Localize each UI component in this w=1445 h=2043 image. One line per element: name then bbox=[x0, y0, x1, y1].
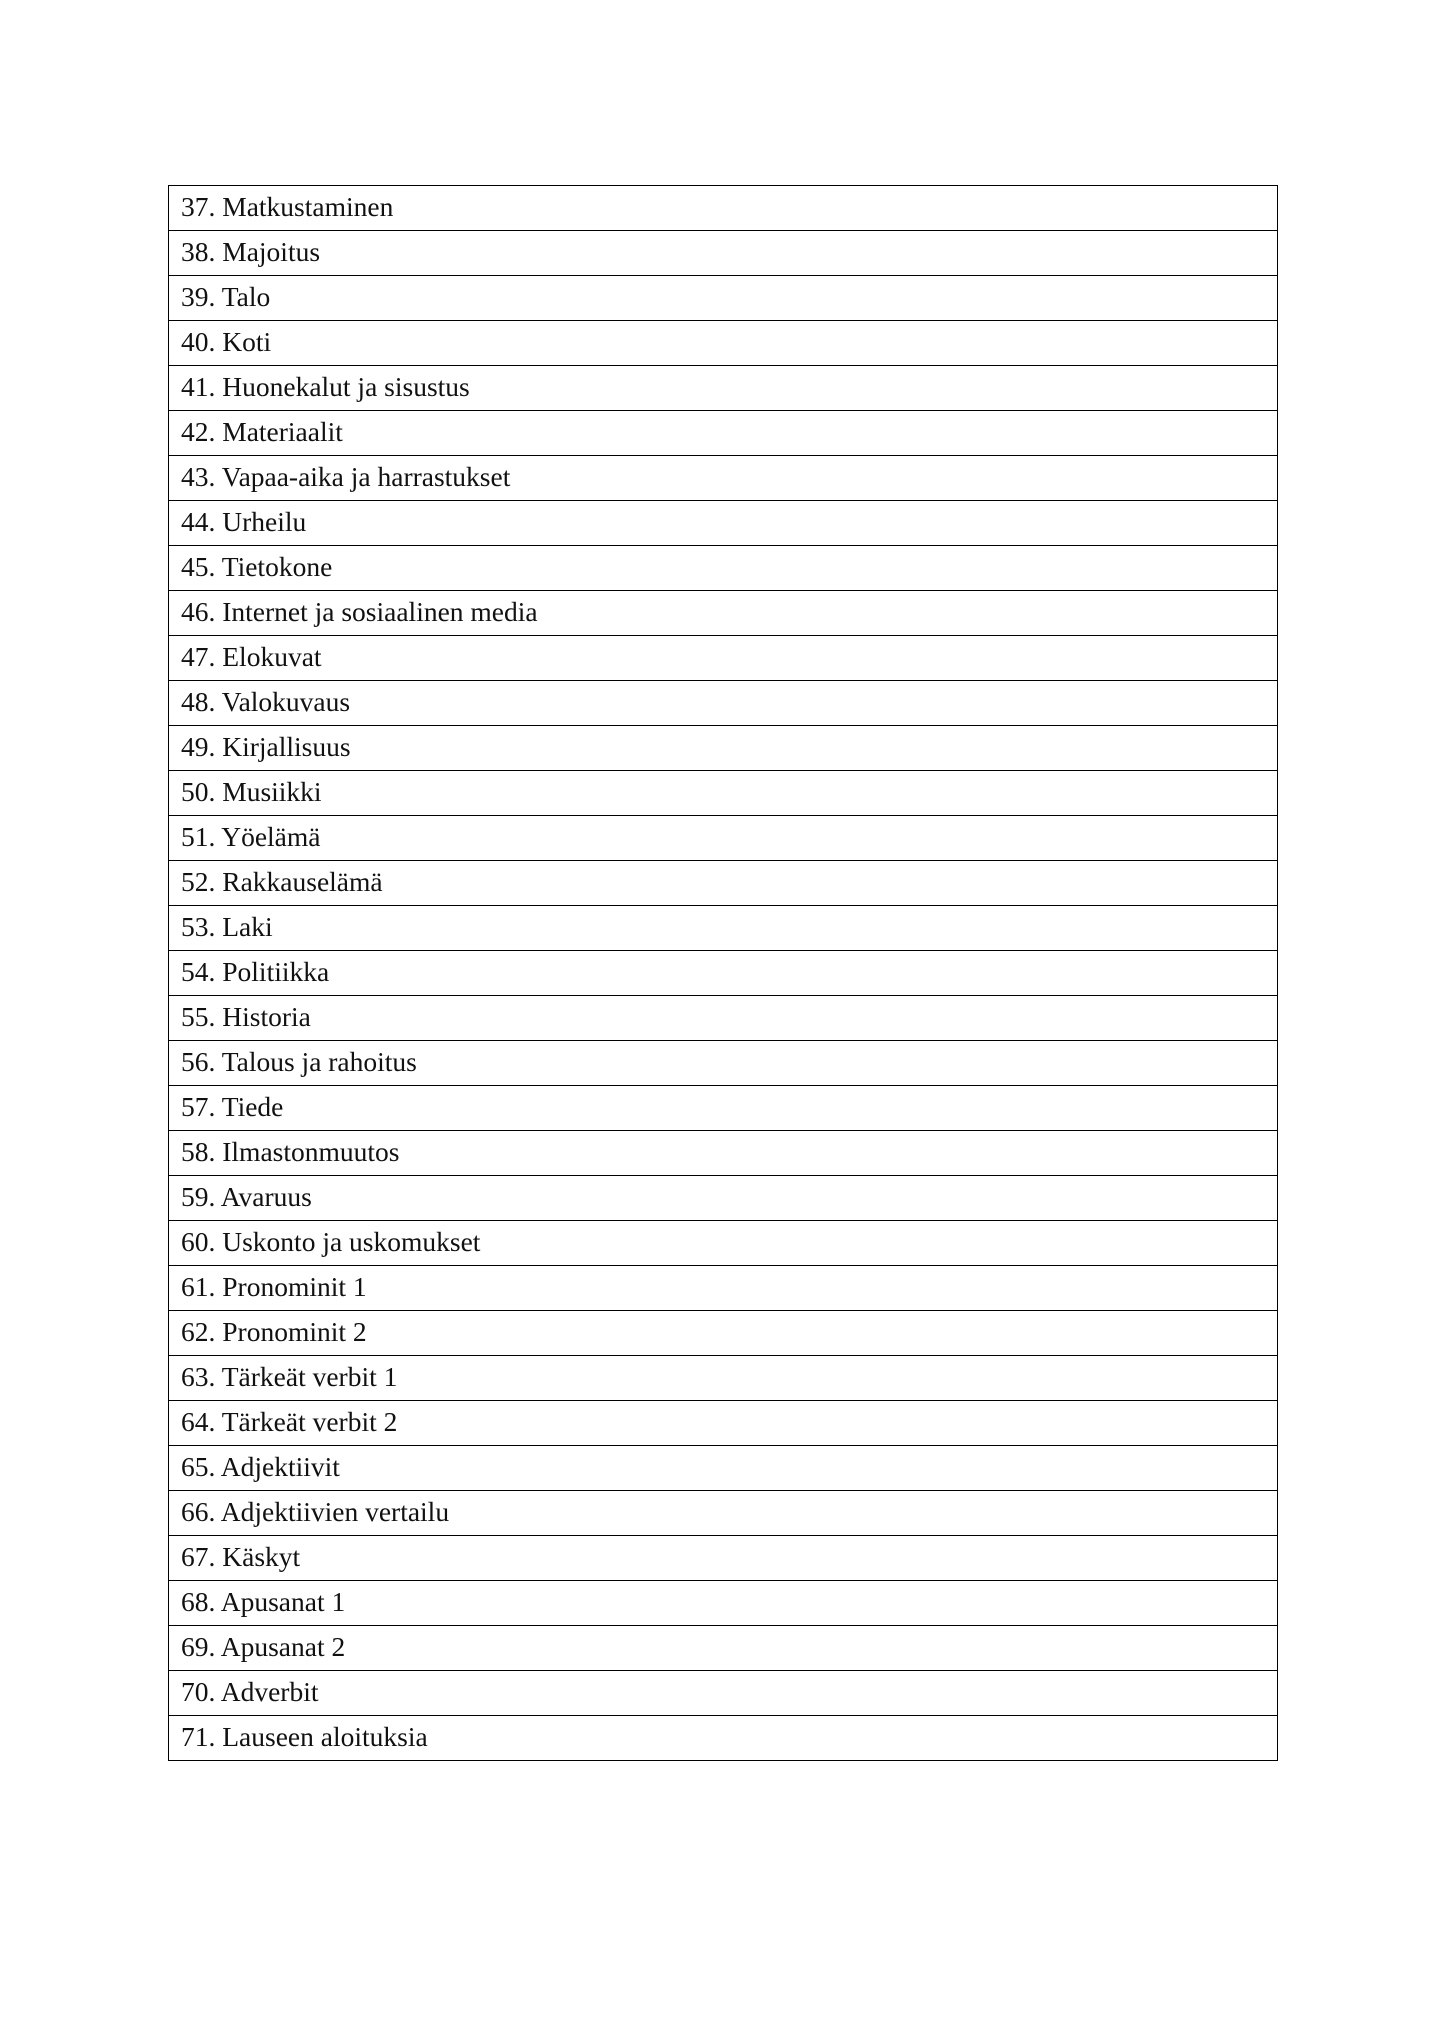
table-row bbox=[169, 231, 1278, 276]
toc-entry: 43. Vapaa-aika ja harrastukset bbox=[169, 456, 1278, 501]
toc-entry: 61. Pronominit 1 bbox=[169, 1266, 1278, 1311]
table-row bbox=[169, 1311, 1278, 1356]
toc-entry: 62. Pronominit 2 bbox=[169, 1311, 1278, 1356]
table-row bbox=[169, 1536, 1278, 1581]
table-row bbox=[169, 591, 1278, 636]
toc-entry: 39. Talo bbox=[169, 276, 1278, 321]
table-row bbox=[169, 636, 1278, 681]
table-row bbox=[169, 1626, 1278, 1671]
table-row bbox=[169, 1446, 1278, 1491]
table-row bbox=[169, 411, 1278, 456]
table-row bbox=[169, 1086, 1278, 1131]
table-row bbox=[169, 906, 1278, 951]
table-row bbox=[169, 1671, 1278, 1716]
toc-entry: 45. Tietokone bbox=[169, 546, 1278, 591]
table-row bbox=[169, 1266, 1278, 1311]
toc-entry: 53. Laki bbox=[169, 906, 1278, 951]
table-row bbox=[169, 771, 1278, 816]
table-row bbox=[169, 951, 1278, 996]
table-row bbox=[169, 996, 1278, 1041]
toc-entry: 66. Adjektiivien vertailu bbox=[169, 1491, 1278, 1536]
toc-entry: 59. Avaruus bbox=[169, 1176, 1278, 1221]
toc-entry: 38. Majoitus bbox=[169, 231, 1278, 276]
table-row bbox=[169, 1356, 1278, 1401]
table-row bbox=[169, 1401, 1278, 1446]
toc-entry: 65. Adjektiivit bbox=[169, 1446, 1278, 1491]
table-row bbox=[169, 501, 1278, 546]
toc-entry: 55. Historia bbox=[169, 996, 1278, 1041]
toc-entry: 42. Materiaalit bbox=[169, 411, 1278, 456]
toc-entry: 47. Elokuvat bbox=[169, 636, 1278, 681]
table-row bbox=[169, 1176, 1278, 1221]
table-row bbox=[169, 1131, 1278, 1176]
toc-entry: 67. Käskyt bbox=[169, 1536, 1278, 1581]
table-row bbox=[169, 276, 1278, 321]
toc-entry: 71. Lauseen aloituksia bbox=[169, 1716, 1278, 1761]
table-row bbox=[169, 1716, 1278, 1761]
table-row bbox=[169, 1581, 1278, 1626]
toc-entry: 46. Internet ja sosiaalinen media bbox=[169, 591, 1278, 636]
toc-entry: 51. Yöelämä bbox=[169, 816, 1278, 861]
toc-entry: 49. Kirjallisuus bbox=[169, 726, 1278, 771]
toc-entry: 40. Koti bbox=[169, 321, 1278, 366]
table-row bbox=[169, 366, 1278, 411]
table-row bbox=[169, 456, 1278, 501]
toc-entry: 44. Urheilu bbox=[169, 501, 1278, 546]
table-row bbox=[169, 681, 1278, 726]
toc-entry: 57. Tiede bbox=[169, 1086, 1278, 1131]
toc-entry: 64. Tärkeät verbit 2 bbox=[169, 1401, 1278, 1446]
toc-entry: 41. Huonekalut ja sisustus bbox=[169, 366, 1278, 411]
table-row bbox=[169, 726, 1278, 771]
toc-entry: 52. Rakkauselämä bbox=[169, 861, 1278, 906]
toc-body bbox=[169, 186, 1278, 1761]
table-row bbox=[169, 186, 1278, 231]
toc-entry: 56. Talous ja rahoitus bbox=[169, 1041, 1278, 1086]
toc-entry: 37. Matkustaminen bbox=[169, 186, 1278, 231]
toc-entry: 54. Politiikka bbox=[169, 951, 1278, 996]
table-row bbox=[169, 816, 1278, 861]
toc-entry: 70. Adverbit bbox=[169, 1671, 1278, 1716]
table-of-contents bbox=[168, 185, 1278, 1761]
table-row bbox=[169, 861, 1278, 906]
toc-entry: 69. Apusanat 2 bbox=[169, 1626, 1278, 1671]
toc-entry: 68. Apusanat 1 bbox=[169, 1581, 1278, 1626]
table-row bbox=[169, 321, 1278, 366]
table-row bbox=[169, 546, 1278, 591]
table-row bbox=[169, 1221, 1278, 1266]
toc-entry: 48. Valokuvaus bbox=[169, 681, 1278, 726]
toc-entry: 63. Tärkeät verbit 1 bbox=[169, 1356, 1278, 1401]
table-row bbox=[169, 1041, 1278, 1086]
table-row bbox=[169, 1491, 1278, 1536]
toc-entry: 58. Ilmastonmuutos bbox=[169, 1131, 1278, 1176]
toc-entry: 50. Musiikki bbox=[169, 771, 1278, 816]
toc-entry: 60. Uskonto ja uskomukset bbox=[169, 1221, 1278, 1266]
